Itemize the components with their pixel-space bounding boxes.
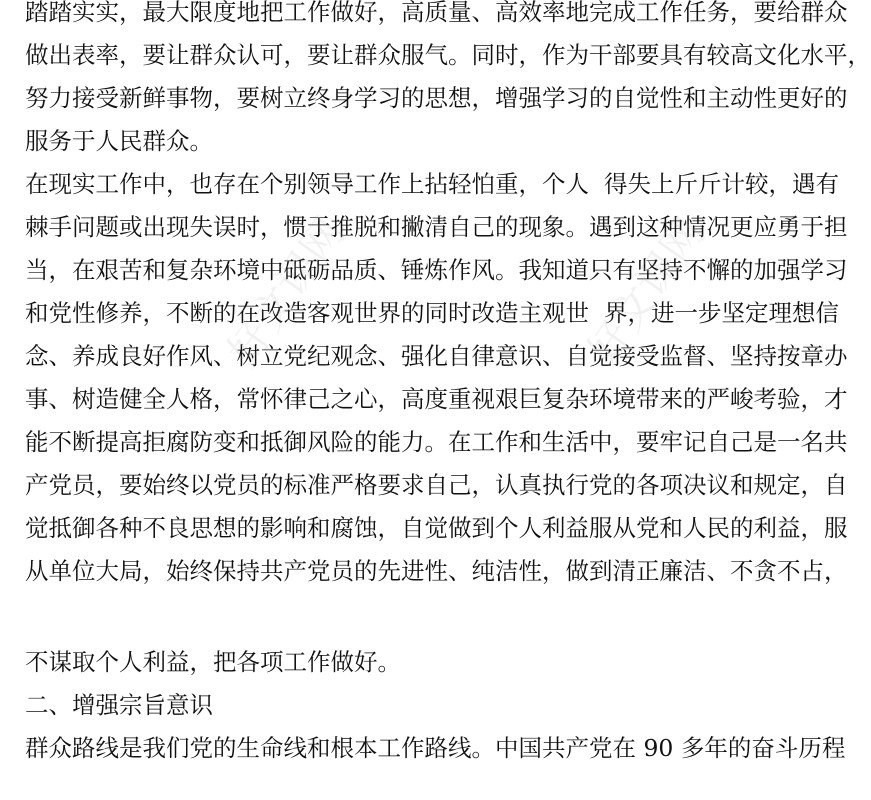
watermark: 好文课网 bbox=[217, 208, 355, 375]
text-line: 不谋取个人利益，把各项工作做好。 bbox=[25, 648, 401, 676]
section-heading: 二、增强宗旨意识 bbox=[25, 691, 213, 719]
text-line: 念、养成良好作风、树立党纪观念、强化自律意识、自觉接受监督、坚持按章办 bbox=[25, 342, 848, 370]
text-line: 做出表率，要让群众认可，要让群众服气。同时，作为干部要具有较高文化水平， bbox=[25, 41, 871, 69]
page-gap bbox=[0, 593, 800, 641]
text-line: 踏踏实实，最大限度地把工作做好，高质量、高效率地完成工作任务，要给群众 bbox=[25, 0, 848, 26]
text-line: 事、树造健全人格，常怀律己之心，高度重视艰巨复杂环境带来的严峻考验，才 bbox=[25, 385, 848, 413]
text-line: 觉抵御各种不良思想的影响和腐蚀，自觉做到个人利益服从党和人民的利益，服 bbox=[25, 514, 848, 542]
text-line: 在现实工作中，也存在个别领导工作上拈轻怕重，个人 得失上斤斤计较，遇有 bbox=[25, 170, 839, 198]
text-line: 努力接受新鲜事物，要树立终身学习的思想，增强学习的自觉性和主动性更好的 bbox=[25, 84, 848, 112]
text-line: 当，在艰苦和复杂环境中砥砺品质、锤炼作风。我知道只有坚持不懈的加强学习 bbox=[25, 256, 848, 284]
watermark: 好文课网 bbox=[577, 208, 715, 375]
text-line: 能不断提高拒腐防变和抵御风险的能力。在工作和生活中，要牢记自己是一名共 bbox=[25, 428, 848, 456]
text-line: 产党员，要始终以党员的标准严格要求自己，认真执行党的各项决议和规定，自 bbox=[25, 471, 848, 499]
text-line: 从单位大局，始终保持共产党员的先进性、纯洁性，做到清正廉洁、不贪不占， bbox=[25, 557, 848, 585]
text-line: 棘手问题或出现失误时，惯于推脱和撇清自己的现象。遇到这种情况更应勇于担 bbox=[25, 213, 848, 241]
text-line: 群众路线是我们党的生命线和根本工作路线。中国共产党在 90 多年的奋斗历程 bbox=[25, 734, 846, 762]
text-line: 和党性修养，不断的在改造客观世界的同时改造主观世 界，进一步坚定理想信 bbox=[25, 299, 839, 327]
text-line: 服务于人民群众。 bbox=[25, 127, 213, 155]
